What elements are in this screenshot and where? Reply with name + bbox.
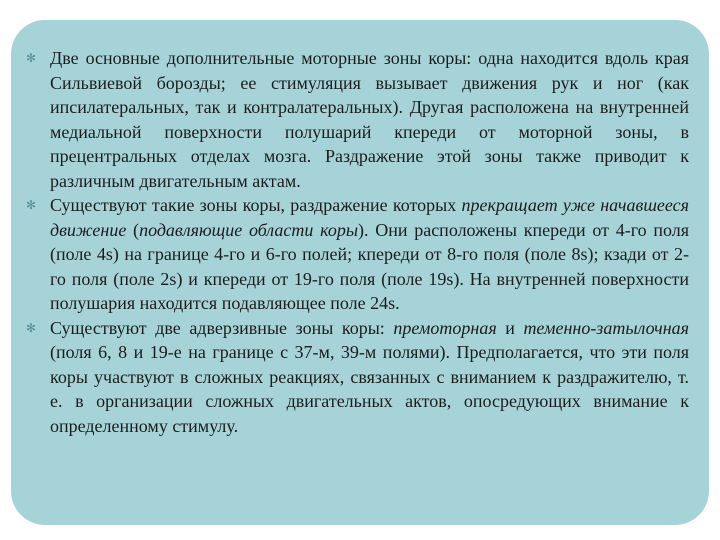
bullet-item bbox=[26, 193, 690, 316]
bullet-item bbox=[26, 316, 690, 439]
emphasis-text: подавляющие области коры bbox=[139, 219, 359, 240]
bullet-text: (поля 6, 8 и 19-е на границе с 37-м, 39-м полями). Предполагается, что эти поля коры участвуют в сложных реакциях, связанных с вниманием к раздражителю, т. е. в организации сложных двигательных актов, опосредующих внимание к определенному стимулу. bbox=[50, 342, 689, 436]
bullet-item bbox=[26, 46, 689, 193]
bullet-list bbox=[26, 46, 690, 438]
asterisk-icon: ✻ bbox=[26, 320, 37, 335]
bullet-text: Существуют такие зоны коры, раздражение которых bbox=[50, 195, 462, 215]
emphasis-text: теменно-затылочная bbox=[523, 317, 690, 338]
bullet-text: Существуют две адверзивные зоны коры: bbox=[50, 317, 394, 338]
asterisk-icon: ✻ bbox=[26, 198, 37, 212]
asterisk-icon: ✻ bbox=[26, 51, 37, 65]
emphasis-text: прекращает уже начавшееся движение bbox=[50, 195, 690, 240]
bullet-text: и bbox=[496, 317, 524, 338]
emphasis-text: премоторная bbox=[393, 317, 497, 338]
bullet-text: ). Они расположены кпереди от 4-го поля (поле 4s) на границе 4-го и 6-го полей; кпереди от 8-го поля (поле 8s); кзади от 2-го поля (поле 2s) и кпереди от 19-го поля (поле 19s). На внутренней поверхности полушария находится подавляющее поле 24s. bbox=[50, 219, 690, 313]
bullet-text: Две основные дополнительные моторные зоны коры: одна находится вдоль края Сильвиевой борозды; ее стимуляция вызывает движения рук и ног (как ипсилатеральных, так и контралатеральных). Другая расположена на внутренней медиальной поверхности полушарий кпереди от моторной зоны, в прецентральных отделах мозга. Раздражение этой зоны также приводит к различным двигательным актам. bbox=[50, 48, 689, 191]
bullet-text: ( bbox=[126, 219, 140, 240]
